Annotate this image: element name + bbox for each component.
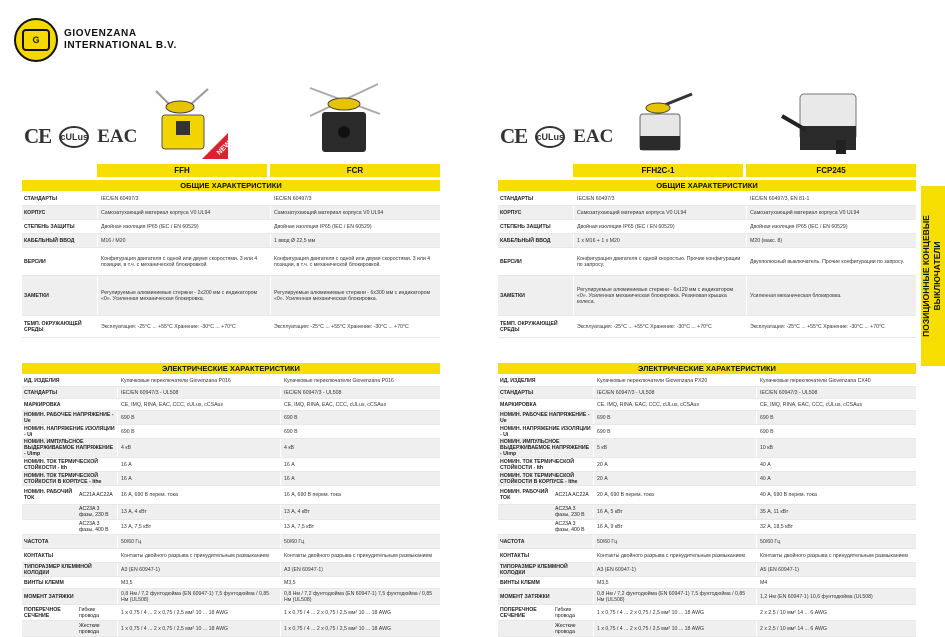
table-row xyxy=(22,439,440,458)
table-row xyxy=(22,549,440,563)
row-value-1: 0,8 Нм / 7,2 фунтодюйма (EN 60947-1) 7,5 фунтодюйма / 0,85 Нм (UL508) xyxy=(117,589,280,604)
ffh2c-product-image xyxy=(628,88,698,154)
table-row xyxy=(22,486,440,505)
table-row xyxy=(498,206,916,220)
row-label: КАБЕЛЬНЫЙ ВВОД xyxy=(500,237,551,244)
row-label: ИД. ИЗДЕЛИЯ xyxy=(500,377,536,384)
table-row xyxy=(22,399,440,411)
general-section-title-left: ОБЩИЕ ХАРАКТЕРИСТИКИ xyxy=(22,180,440,191)
row-value-1: 690 В xyxy=(117,425,280,438)
row-value-2: 50/60 Гц xyxy=(756,535,916,548)
row-value-2: 13 А, 4 кВт xyxy=(280,505,440,519)
row-value-1: 1 x 0,75 / 4 ... 2 x 0,75 / 2,5 мм² 10 ... 18 AWG xyxy=(593,621,756,636)
row-value-1: IEC/EN 60947/3 - UL508 xyxy=(593,387,756,398)
row-value-1: 50/60 Гц xyxy=(593,535,756,548)
row-value-2: 1 ввод Ø 22,5 мм xyxy=(270,234,440,247)
row-value-2: Двойная изоляция IP65 (IEC / EN 60529) xyxy=(746,220,916,233)
row-value-2: 1,2 Нм (EN 60947-1) 10,6 фунтодюйма (UL508) xyxy=(756,589,916,604)
row-value-1: 0,8 Нм / 7,2 фунтодюйма (EN 60947-1) 7,5 фунтодюйма / 0,85 Нм (UL508) xyxy=(593,589,756,604)
row-label: КОНТАКТЫ xyxy=(24,552,54,559)
row-value-1: 1 x 0,75 / 4 ... 2 x 0,75 / 2,5 мм² 10 ... 18 AWG xyxy=(117,605,280,620)
row-value-1: 20 А xyxy=(593,458,756,471)
row-value-2: M20 (макс. 8) xyxy=(746,234,916,247)
row-sublabel: Жесткие провода xyxy=(79,622,100,635)
electrical-section-title-right: ЭЛЕКТРИЧЕСКИЕ ХАРАКТЕРИСТИКИ xyxy=(498,363,916,374)
row-value-1: Самозатухающий материал корпуса V0 UL94 xyxy=(573,206,746,219)
row-value-2: 10 кВ xyxy=(756,439,916,457)
row-value-2: 0,8 Нм / 7,2 фунтодюйма (EN 60947-1) 7,5 фунтодюйма / 0,85 Нм (UL508) xyxy=(280,589,440,604)
brand-logo xyxy=(14,18,177,62)
row-label xyxy=(22,505,77,519)
row-value-2: Эксплуатация: -25°C ... +55°C Хранение: -30°C ... +70°C xyxy=(746,316,916,337)
ul-mark-icon: cULus xyxy=(535,126,565,148)
row-value-2: Самозатухающий материал корпуса V0 UL94 xyxy=(746,206,916,219)
fcr-product-image xyxy=(300,78,390,158)
row-value-1: Регулируемые алюминиевые стержни - 2x200 мм с индикатором «0». Усиленная механическая блокировка. xyxy=(97,276,270,315)
row-value-2: A3 (EN 60947-1) xyxy=(280,563,440,576)
row-label: НОМИН. РАБОЧИЙ ТОК xyxy=(500,489,549,501)
row-label: НОМИН. ТОК ТЕРМИЧЕСКОЙ СТОЙКОСТИ В КОРПУСЕ - Ithe xyxy=(24,472,102,485)
table-row xyxy=(498,563,916,577)
row-value-2: Усиленная механическая блокировка. xyxy=(746,276,916,315)
table-row xyxy=(498,439,916,458)
row-value-2: 4 кВ xyxy=(280,439,440,457)
table-row xyxy=(22,234,440,248)
table-row xyxy=(498,589,916,605)
row-value-1: 1 x 0,75 / 4 ... 2 x 0,75 / 2,5 мм² 10 ... 18 AWG xyxy=(117,621,280,636)
ce-mark-icon: CE xyxy=(24,124,52,148)
table-row xyxy=(22,621,440,637)
row-label: СТАНДАРТЫ xyxy=(500,195,534,202)
row-value-2: M3,5 xyxy=(280,577,440,588)
row-value-1: CE, IMQ, RINA, EAC, CCC, cULus, cCSAus xyxy=(593,399,756,410)
row-value-2: Самозатухающий материал корпуса V0 UL94 xyxy=(270,206,440,219)
row-label: ВИНТЫ КЛЕММ xyxy=(500,579,540,586)
row-value-1: Контакты двойного разрыва с принудительным размыканием xyxy=(117,549,280,562)
row-label: ПОПЕРЕЧНОЕ СЕЧЕНИЕ xyxy=(24,606,61,619)
row-label: ТИПОРАЗМЕР КЛЕММНОЙ КОЛОДКИ xyxy=(24,563,92,576)
row-value-1: Контакты двойного разрыва с принудительным размыканием xyxy=(593,549,756,562)
row-value-2: 1 x 0,75 / 4 ... 2 x 0,75 / 2,5 мм² 10 ... 18 AWG xyxy=(280,605,440,620)
row-value-2: IEC/EN 60947/3 - UL508 xyxy=(280,387,440,398)
table-row xyxy=(22,220,440,234)
row-value-2: CE, IMQ, RINA, EAC, CCC, cULus, cCSAus xyxy=(756,399,916,410)
table-row xyxy=(498,192,916,206)
row-label: ВЕРСИИ xyxy=(500,258,522,265)
row-value-2: 690 В xyxy=(756,411,916,424)
table-row xyxy=(498,276,916,316)
row-value-2: A5 (EN 60947-1) xyxy=(756,563,916,576)
table-row xyxy=(498,505,916,520)
row-value-1: M16 / M20 xyxy=(97,234,270,247)
row-value-2: CE, IMQ, RINA, EAC, CCC, cULus, cCSAus xyxy=(280,399,440,410)
row-label: МОМЕНТ ЗАТЯЖКИ xyxy=(500,593,550,600)
row-value-1: Двойная изоляция IP65 (IEC / EN 60529) xyxy=(97,220,270,233)
row-value-1: M3,5 xyxy=(593,577,756,588)
row-label: КОРПУС xyxy=(500,209,522,216)
row-value-1: M3,5 xyxy=(117,577,280,588)
row-label: НОМИН. ИМПУЛЬСНОЕ ВЫДЕРЖИВАЕМОЕ НАПРЯЖЕНИЕ - Uimp xyxy=(500,439,590,457)
table-row xyxy=(498,375,916,387)
eac-mark-icon: EAC xyxy=(97,125,138,147)
row-value-2: 40 А xyxy=(756,472,916,485)
row-label: ЗАМЕТКИ xyxy=(24,292,49,299)
row-sublabel: AC23A 3 фазы, 400 В xyxy=(79,521,109,533)
table-row xyxy=(498,234,916,248)
row-value-1: 16 А, 690 В перем. тока xyxy=(117,486,280,504)
row-value-1: Регулируемые алюминиевые стержни - 6x120 мм с индикатором «0». Усиленная механическая блокировка. Резиновая крышка колеса. xyxy=(573,276,746,315)
cert-marks-right xyxy=(500,124,613,149)
row-label: ИД. ИЗДЕЛИЯ xyxy=(24,377,60,384)
table-row xyxy=(498,425,916,439)
row-label: КОНТАКТЫ xyxy=(500,552,530,559)
row-label: НОМИН. РАБОЧЕЕ НАПРЯЖЕНИЕ - Ue xyxy=(24,411,114,424)
table-row xyxy=(498,387,916,399)
row-value-2: M4 xyxy=(756,577,916,588)
row-label: НОМИН. НАПРЯЖЕНИЕ ИЗОЛЯЦИИ - Ui xyxy=(24,425,115,438)
row-value-1: Эксплуатация: -25°C ... +55°C Хранение: -30°C ... +70°C xyxy=(573,316,746,337)
row-sublabel: AC21A AC22A xyxy=(79,492,113,498)
row-value-2: 40 А, 690 В перем. тока xyxy=(756,486,916,504)
product-name-fcr: FCR xyxy=(270,164,440,177)
row-value-2: IEC/EN 60947/3 - UL508 xyxy=(756,387,916,398)
row-label: ВЕРСИИ xyxy=(24,258,46,265)
table-row xyxy=(22,505,440,520)
row-value-1: 5 кВ xyxy=(593,439,756,457)
table-row xyxy=(22,192,440,206)
row-value-2: IEC/EN 60497/3 xyxy=(270,192,440,205)
row-value-2: 35 А, 11 кВт xyxy=(756,505,916,519)
row-value-2: Контакты двойного разрыва с принудительным размыканием xyxy=(756,549,916,562)
row-label xyxy=(22,621,77,636)
table-row xyxy=(22,387,440,399)
fcp245-product-image xyxy=(776,86,866,158)
table-row xyxy=(22,425,440,439)
table-row xyxy=(498,520,916,535)
row-value-1: Кулачковые переключатели Giovenzana P016 xyxy=(117,375,280,386)
general-section-title-right: ОБЩИЕ ХАРАКТЕРИСТИКИ xyxy=(498,180,916,191)
row-value-1: IEC/EN 60497/3 xyxy=(573,192,746,205)
table-row xyxy=(498,621,916,637)
row-value-1: A3 (EN 60947-1) xyxy=(117,563,280,576)
row-value-2: Двухполюсный выключатель. Прочие конфигурации по запросу. xyxy=(746,248,916,275)
row-value-2: 13 А, 7,5 кВт xyxy=(280,520,440,534)
row-label: ТЕМП. ОКРУЖАЮЩЕЙ СРЕДЫ xyxy=(500,320,558,333)
table-row xyxy=(22,248,440,276)
row-value-2: 16 А xyxy=(280,458,440,471)
row-value-1: IEC/EN 60947/3 - UL508 xyxy=(117,387,280,398)
row-value-2: 690 В xyxy=(280,411,440,424)
row-value-1: 20 А xyxy=(593,472,756,485)
product-name-ffh: FFH xyxy=(97,164,267,177)
table-row xyxy=(498,577,916,589)
table-row xyxy=(22,276,440,316)
row-value-1: 16 А xyxy=(117,458,280,471)
row-value-2: 50/60 Гц xyxy=(280,535,440,548)
row-value-2: Двойная изоляция IP65 (IEC / EN 60529) xyxy=(270,220,440,233)
row-label: МОМЕНТ ЗАТЯЖКИ xyxy=(24,593,74,600)
row-value-2: Эксплуатация: -25°C ... +55°C Хранение: -30°C ... +70°C xyxy=(270,316,440,337)
row-value-1: 690 В xyxy=(117,411,280,424)
product-name-fcp245: FCP245 xyxy=(746,164,916,177)
general-table-left xyxy=(22,192,440,354)
table-row xyxy=(22,458,440,472)
table-row xyxy=(22,411,440,425)
ce-mark-icon: CE xyxy=(500,124,528,148)
row-label: ЧАСТОТА xyxy=(24,538,49,545)
section-side-tab xyxy=(921,186,945,366)
row-label xyxy=(22,520,77,534)
brand-name: GIOVENZANA INTERNATIONAL B.V. xyxy=(64,28,177,51)
table-row xyxy=(498,535,916,549)
row-value-1: 16 А, 5 кВт xyxy=(593,505,756,519)
row-label xyxy=(498,505,553,519)
electrical-table-left xyxy=(22,375,440,635)
row-label: СТАНДАРТЫ xyxy=(24,195,58,202)
row-value-2: 16 А, 690 В перем. тока xyxy=(280,486,440,504)
row-value-1: 50/60 Гц xyxy=(117,535,280,548)
table-row xyxy=(22,577,440,589)
row-value-1: 1 x M16 + 1 x M20 xyxy=(573,234,746,247)
eac-mark-icon: EAC xyxy=(573,125,614,147)
general-table-right xyxy=(498,192,916,354)
row-value-2: Кулачковые переключатели Giovenzana P016 xyxy=(280,375,440,386)
row-value-2: 1 x 0,75 / 4 ... 2 x 0,75 / 2,5 мм² 10 ... 18 AWG xyxy=(280,621,440,636)
row-value-1: 20 А, 690 В перем. тока xyxy=(593,486,756,504)
new-badge-icon xyxy=(202,133,233,159)
row-sublabel: Гибкие провода xyxy=(79,606,99,619)
table-row xyxy=(498,248,916,276)
svg-text:NEW: NEW xyxy=(215,140,233,157)
row-label: МАРКИРОВКА xyxy=(24,401,61,408)
row-sublabel: Жесткие провода xyxy=(555,622,576,635)
row-value-1: A3 (EN 60947-1) xyxy=(593,563,756,576)
table-row xyxy=(498,220,916,234)
table-row xyxy=(22,375,440,387)
row-value-2: 2 x 2,5 / 10 мм² 14 ... 6 AWG xyxy=(756,621,916,636)
row-value-2: 32 А, 18,5 кВт xyxy=(756,520,916,534)
table-row xyxy=(22,605,440,621)
row-value-2: Контакты двойного разрыва с принудительным размыканием xyxy=(280,549,440,562)
row-sublabel: AC23A 3 фазы, 230 В xyxy=(555,506,585,518)
row-value-2: 690 В xyxy=(280,425,440,438)
side-tab-label: ПОЗИЦИОННЫЕ КОНЦЕВЫЕ ВЫКЛЮЧАТЕЛИ xyxy=(921,215,942,337)
row-label: КАБЕЛЬНЫЙ ВВОД xyxy=(24,237,75,244)
row-label: КОРПУС xyxy=(24,209,46,216)
row-value-2: Кулачковые переключатели Giovenzana CX40 xyxy=(756,375,916,386)
row-value-2: 2 x 2,5 / 10 мм² 14 ... 6 AWG xyxy=(756,605,916,620)
row-label: ТЕМП. ОКРУЖАЮЩЕЙ СРЕДЫ xyxy=(24,320,82,333)
row-label xyxy=(498,520,553,534)
row-value-2: 16 А xyxy=(280,472,440,485)
row-value-1: Конфигурация двигателя с одной скоростью. Прочие конфигурации по запросу. xyxy=(573,248,746,275)
row-value-1: 4 кВ xyxy=(117,439,280,457)
table-row xyxy=(498,486,916,505)
row-label: ЗАМЕТКИ xyxy=(500,292,525,299)
ul-mark-icon: cULus xyxy=(59,126,89,148)
row-value-1: CE, IMQ, RINA, EAC, CCC, cULus, cCSAus xyxy=(117,399,280,410)
electrical-section-title-left: ЭЛЕКТРИЧЕСКИЕ ХАРАКТЕРИСТИКИ xyxy=(22,363,440,374)
row-value-1: Кулачковые переключатели Giovenzana PX20 xyxy=(593,375,756,386)
row-sublabel: AC23A 3 фазы, 400 В xyxy=(555,521,585,533)
table-row xyxy=(498,472,916,486)
row-label: СТАНДАРТЫ xyxy=(24,389,58,396)
row-sublabel: Гибкие провода xyxy=(555,606,575,619)
row-value-2: IEC/EN 60497/3, EN 81-1 xyxy=(746,192,916,205)
electrical-table-right xyxy=(498,375,916,635)
row-value-2: 40 А xyxy=(756,458,916,471)
table-row xyxy=(22,520,440,535)
row-label: НОМИН. ТОК ТЕРМИЧЕСКОЙ СТОЙКОСТИ - Ith xyxy=(24,458,98,471)
row-value-1: Эксплуатация: -25°C ... +55°C Хранение: -30°C ... +70°C xyxy=(97,316,270,337)
table-row xyxy=(498,411,916,425)
row-value-1: IEC/EN 60497/3 xyxy=(97,192,270,205)
row-sublabel: AC21A AC22A xyxy=(555,492,589,498)
row-label: НОМИН. РАБОЧЕЕ НАПРЯЖЕНИЕ - Ue xyxy=(500,411,590,424)
row-label: НОМИН. ИМПУЛЬСНОЕ ВЫДЕРЖИВАЕМОЕ НАПРЯЖЕНИЕ - Uimp xyxy=(24,439,114,457)
row-value-1: 13 А, 4 кВт xyxy=(117,505,280,519)
table-row xyxy=(498,549,916,563)
row-label: НОМИН. ТОК ТЕРМИЧЕСКОЙ СТОЙКОСТИ В КОРПУСЕ - Ithe xyxy=(500,472,578,485)
row-label: ВИНТЫ КЛЕММ xyxy=(24,579,64,586)
row-sublabel: AC23A 3 фазы, 230 В xyxy=(79,506,109,518)
row-label: НОМИН. ТОК ТЕРМИЧЕСКОЙ СТОЙКОСТИ - Ith xyxy=(500,458,574,471)
row-label: СТЕПЕНЬ ЗАЩИТЫ xyxy=(500,223,551,230)
table-row xyxy=(498,458,916,472)
row-value-1: Двойная изоляция IP65 (IEC / EN 60529) xyxy=(573,220,746,233)
table-row xyxy=(498,399,916,411)
row-value-2: Конфигурация двигателя с одной или двумя скоростями. 3 или 4 позиции, в т.ч. с механической блокировкой. xyxy=(270,248,440,275)
row-value-1: Конфигурация двигателя с одной или двумя скоростями. 3 или 4 позиции, в т.ч. с механической блокировкой. xyxy=(97,248,270,275)
row-value-1: 1 x 0,75 / 4 ... 2 x 0,75 / 2,5 мм² 10 ... 18 AWG xyxy=(593,605,756,620)
row-value-2: Регулируемые алюминиевые стержни - 6x300 мм с индикатором «0». Усиленная механическая блокировка. xyxy=(270,276,440,315)
row-value-1: Самозатухающий материал корпуса V0 UL94 xyxy=(97,206,270,219)
row-value-1: 16 А, 9 кВт xyxy=(593,520,756,534)
row-label: НОМИН. НАПРЯЖЕНИЕ ИЗОЛЯЦИИ - Ui xyxy=(500,425,591,438)
row-value-1: 13 А, 7,5 кВт xyxy=(117,520,280,534)
table-row xyxy=(22,535,440,549)
row-label xyxy=(498,621,553,636)
row-label: ЧАСТОТА xyxy=(500,538,525,545)
row-value-1: 690 В xyxy=(593,411,756,424)
row-label: МАРКИРОВКА xyxy=(500,401,537,408)
table-row xyxy=(22,563,440,577)
table-row xyxy=(498,316,916,338)
row-label: СТАНДАРТЫ xyxy=(500,389,534,396)
product-name-ffh2c: FFH2C-1 xyxy=(573,164,743,177)
table-row xyxy=(498,605,916,621)
cert-marks-left xyxy=(24,124,137,149)
table-row xyxy=(22,206,440,220)
table-row xyxy=(22,472,440,486)
table-row xyxy=(22,589,440,605)
row-value-1: 690 В xyxy=(593,425,756,438)
row-label: ТИПОРАЗМЕР КЛЕММНОЙ КОЛОДКИ xyxy=(500,563,568,576)
logo-icon: G xyxy=(14,18,58,62)
table-row xyxy=(22,316,440,338)
row-value-2: 690 В xyxy=(756,425,916,438)
row-label: ПОПЕРЕЧНОЕ СЕЧЕНИЕ xyxy=(500,606,537,619)
row-value-1: 16 А xyxy=(117,472,280,485)
row-label: НОМИН. РАБОЧИЙ ТОК xyxy=(24,489,73,501)
row-label: СТЕПЕНЬ ЗАЩИТЫ xyxy=(24,223,75,230)
